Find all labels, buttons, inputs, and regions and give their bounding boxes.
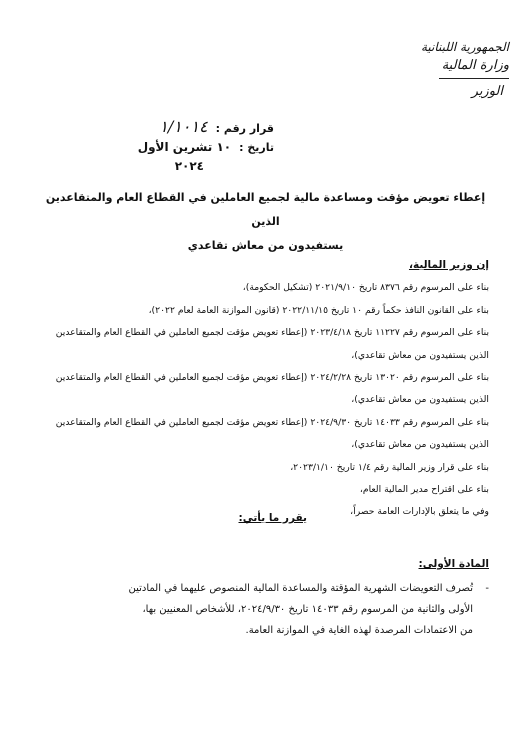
decision-number-row — [124, 118, 274, 138]
article-1-line: تُصرف التعويضات الشهرية المؤقتة والمساعدة المالية المنصوص عليهما في المادتين — [128, 583, 473, 594]
decision-date-value: ١٠ تشرين الأول — [137, 140, 232, 154]
decision-date-year: ٢٠٢٤ — [174, 159, 204, 173]
letterhead-republic: الجمهورية اللبنانية — [420, 40, 509, 54]
title-line-1: إعطاء تعويض مؤقت ومساعدة مالية لجميع العاملين في القطاع العام والمتقاعدين الذين — [45, 191, 486, 228]
resolves-heading: يقرر ما يأتي: — [238, 512, 307, 524]
preamble-paragraph: وفي ما يتعلق بالإدارات العامة حصراً، — [350, 506, 489, 518]
article-1-body — [50, 578, 489, 641]
preamble-paragraph: بناء على اقتراح مدير المالية العام، — [359, 484, 489, 496]
preamble-paragraph: بناء على القانون النافذ حكماً رقم ١٠ تاريخ ٢٠٢٢/١١/١٥ (قانون الموازنة العامة لعام ٢٠٢٢)، — [148, 304, 489, 316]
preamble-paragraph: بناء على المرسوم رقم ١٤٠٣٣ تاريخ ٢٠٢٤/٩/٣٠ (إعطاء تعويض مؤقت لجميع العاملين في القطاع العام والمتقاعدين الذين يستفيدون من معاش تقاعدي)، — [55, 416, 489, 451]
decision-number-label: قرار رقم : — [215, 122, 274, 135]
preamble-paragraph: بناء على المرسوم رقم ٨٣٧٦ تاريخ ٢٠٢١/٩/١٠ (تشكيل الحكومة)، — [242, 282, 489, 294]
decision-year-row — [124, 157, 274, 175]
preamble-paragraph: بناء على قرار وزير المالية رقم ١/٤ تاريخ ٢٠٢٣/١/١٠، — [290, 461, 489, 473]
article-1-text — [50, 578, 489, 641]
article-1-heading: المادة الأولى: — [418, 558, 489, 570]
preamble-intro: إن وزير المالية، — [408, 259, 489, 271]
article-1-line: من الاعتمادات المرصدة لهذه الغاية في الموازنة العامة. — [245, 625, 473, 636]
preamble-paragraph: بناء على المرسوم رقم ١٣٠٢٠ تاريخ ٢٠٢٤/٢/٢٨ (إعطاء تعويض مؤقت لجميع العاملين في القطاع العام والمتقاعدين الذين يستفيدون من معاش تقاعدي)، — [55, 372, 489, 406]
letterhead-minister: الوزير — [471, 84, 503, 99]
decision-date-row — [124, 138, 274, 157]
article-1-dash: - — [485, 583, 489, 594]
article-1-line: الأولى والثانية من المرسوم رقم ١٤٠٣٣ تاريخ ٢٠٢٤/٩/٣٠، للأشخاص المعنيين بها، — [142, 604, 473, 615]
preamble — [40, 254, 489, 524]
decision-block — [124, 118, 274, 175]
preamble-paragraph: بناء على المرسوم رقم ١١٢٢٧ تاريخ ٢٠٢٣/٤/١٨ (إعطاء تعويض مؤقت لجميع العاملين في القطاع العام والمتقاعدين الذين يستفيدون من معاش تقاعدي)، — [55, 327, 489, 361]
decision-date-label: تاريخ : — [239, 141, 274, 154]
letterhead-ministry: وزارة المالية — [441, 58, 509, 73]
decision-title — [40, 186, 491, 258]
title-line-2: يستفيدون من معاش تقاعدي — [187, 239, 344, 252]
decision-number-value: ١/١٠١٤ — [159, 117, 208, 136]
letterhead — [399, 38, 509, 101]
letterhead-divider — [439, 78, 509, 79]
